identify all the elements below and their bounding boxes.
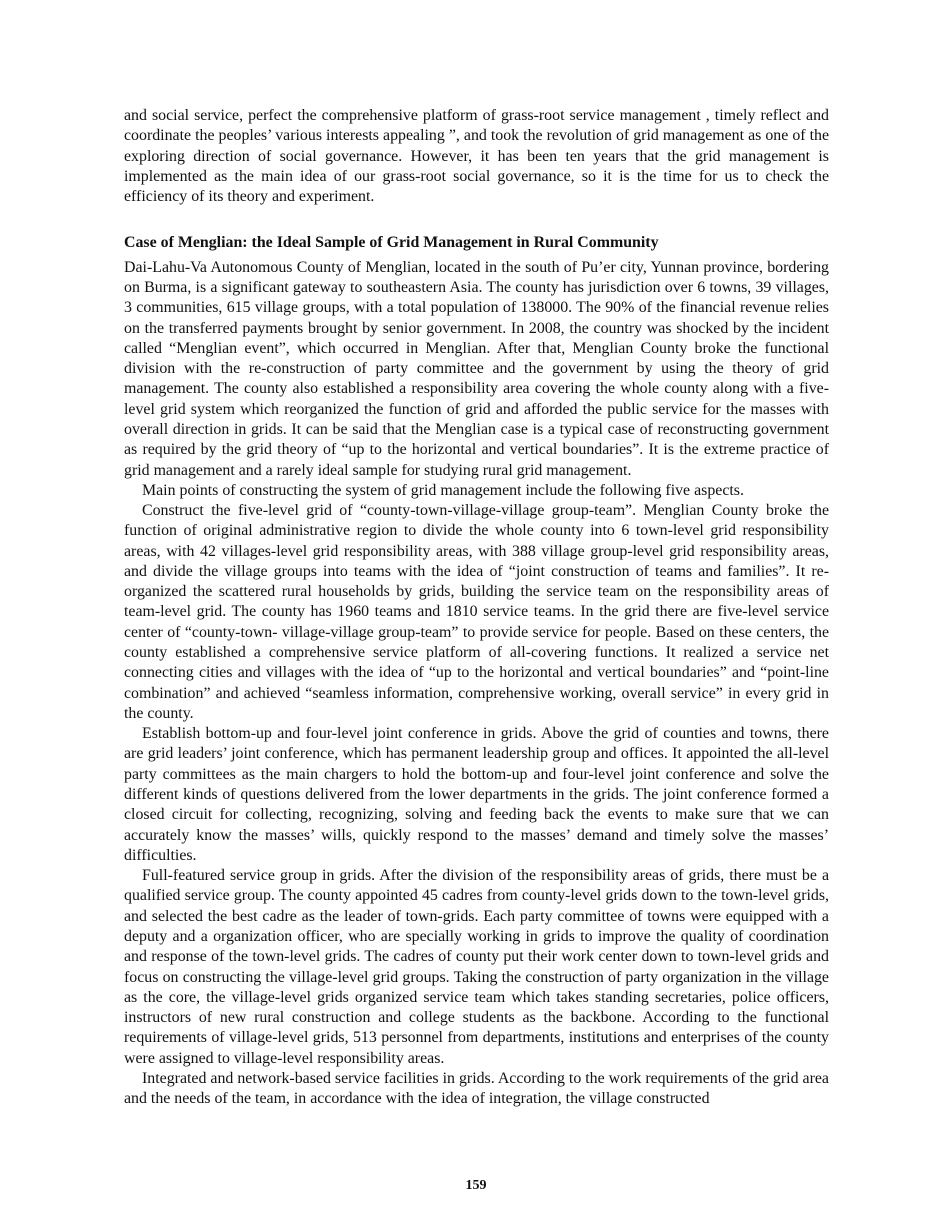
paragraph-main-points: Main points of constructing the system of grid management include the following five aspects. xyxy=(142,481,744,499)
page-number: 159 xyxy=(465,1178,487,1193)
section-heading: Case of Menglian: the Ideal Sample of Grid Management in Rural Community xyxy=(124,234,659,252)
paragraph-joint-conference: Establish bottom-up and four-level joint conference in grids. Above the grid of counties and towns, there are grid leaders’ joint conference, which has permanent leadership group and offices. It appointed the all-level party committees as the main chargers to hold the bottom-up and four-level joint conference and solve the different kinds of questions delivered from the lower departments in the grids. The joint conference formed a closed circuit for collecting, recognizing, solving and feeding back the events to make sure that we can accurately know the masses’ wills, quickly respond to the masses’ demand and timely solve the masses’ difficulties. xyxy=(124,725,829,864)
paragraph-service-group: Full-featured service group in grids. After the division of the responsibility areas of grids, there must be a qualified service group. The county appointed 45 cadres from county-level grids down to the town-level grids, and selected the best cadre as the leader of town-grids. Each party committee of towns were equipped with a deputy and a organization officer, who are specially working in grids to improve the quality of coordination and response of the town-level grids. The cadres of county put their work center down to town-level grids and focus on constructing the village-level grid groups. Taking the construction of party organization in the village as the core, the village-level grids organized service team which takes standing secretaries, police officers, instructors of new rural construction and college students as the backbone. According to the functional requirements of village-level grids, 513 personnel from departments, institutions and enterprises of the county were assigned to village-level responsibility areas. xyxy=(124,867,829,1067)
page-body xyxy=(124,106,829,1110)
intro-paragraph: and social service, perfect the comprehensive platform of grass-root service management , timely reflect and coordinate the peoples’ various interests appealing ”, and took the revolution of grid management as one of the exploring direction of social governance. However, it has been ten years that the grid management is implemented as the main idea of our grass-root social governance, so it is the time for us to check the efficiency of its theory and experiment. xyxy=(124,107,829,206)
paragraph-service-facilities: Integrated and network-based service facilities in grids. According to the work requirements of the grid area and the needs of the team, in accordance with the idea of integration, the village constructed xyxy=(124,1069,829,1108)
paragraph-five-level-grid: Construct the five-level grid of “county-town-village-village group-team”. Menglian County broke the function of original administrative region to divide the whole county into 6 town-level grid responsibility areas, with 42 villages-level grid responsibility areas, with 388 village group-level grid responsibility areas, and divide the village groups into teams with the idea of “joint construction of teams and families”. It re-organized the scattered rural households by grids, building the service team on the responsibility areas of team-level grid. The county has 1960 teams and 1810 service teams. In the grid there are five-level service center of “county-town- village-village group-team” to provide service for people. Based on these centers, the county established a comprehensive service platform of all-covering functions. It realized a service net connecting cities and villages with the idea of “up to the horizontal and vertical boundaries” and “point-line combination” and achieved “seamless information, comprehensive working, overall service” in every grid in the county. xyxy=(124,502,829,722)
paragraph-county-overview: Dai-Lahu-Va Autonomous County of Menglian, located in the south of Pu’er city, Yunnan province, bordering on Burma, is a significant gateway to southeastern Asia. The county has jurisdiction over 6 towns, 39 villages, 3 communities, 615 village groups, with a total population of 138000. The 90% of the financial revenue relies on the transferred payments brought by senior government. In 2008, the country was shocked by the incident called “Menglian event”, which occurred in Menglian. After that, Menglian County broke the functional division with the re-construction of party committee and the government by using the theory of grid management. The county also established a responsibility area covering the whole county along with a five-level grid system which reorganized the function of grid and afforded the public service for the masses with overall direction in grids. It can be said that the Menglian case is a typical case of reconstructing government as required by the grid theory of “up to the horizontal and vertical boundaries”. It is the extreme practice of grid management and a rarely ideal sample for studying rural grid management. xyxy=(124,258,829,479)
